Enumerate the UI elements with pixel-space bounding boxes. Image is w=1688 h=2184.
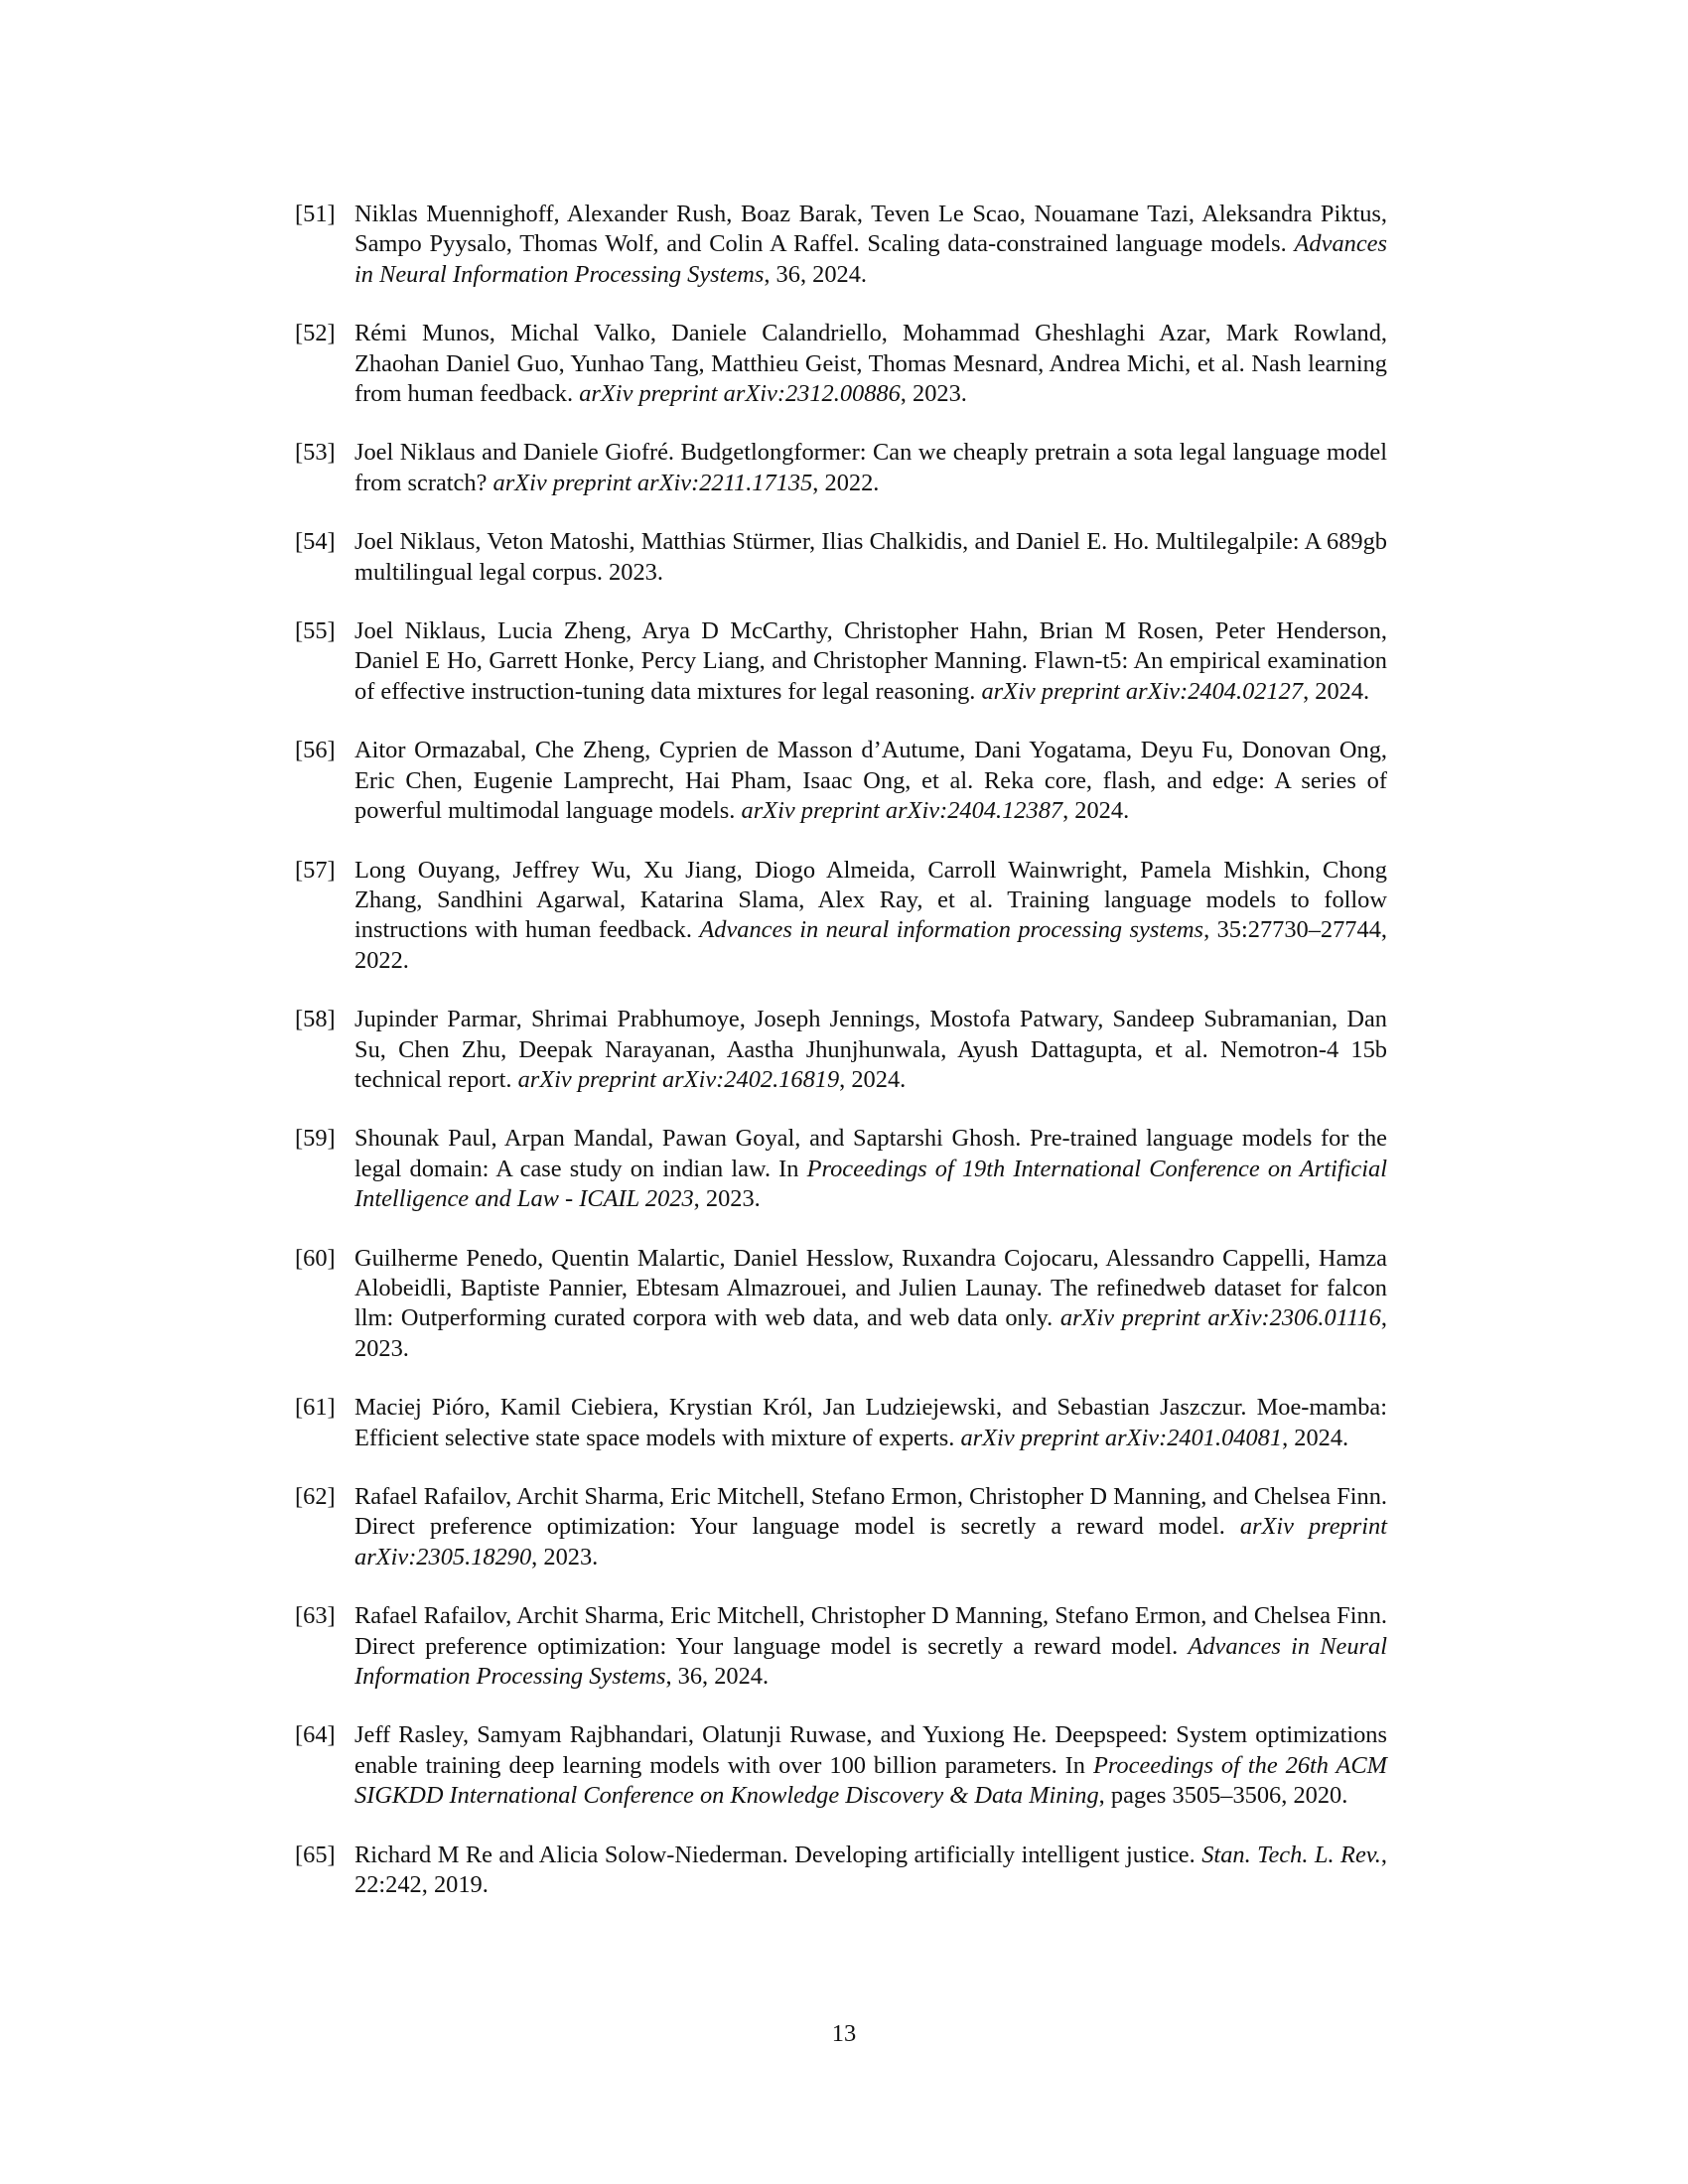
reference-tail: , 2023. (900, 380, 967, 408)
reference-number: [55] (295, 617, 336, 645)
reference-number: [56] (295, 737, 336, 764)
reference-text (354, 1005, 1387, 1095)
reference-body: Guilherme Penedo, Quentin Malartic, Daniel Hesslow, Ruxandra Cojocaru, Alessandro Cappelli, Hamza Alobeidli, Baptiste Pannier, Ebtesam Almazrouei, and Julien Launay. The refinedweb dataset for falcon llm: Outperforming curated corpora with web data, and web data only. (354, 1244, 1387, 1332)
reference-venue: arXiv preprint arXiv:2306.01116 (1059, 1304, 1381, 1332)
reference-text (354, 1244, 1387, 1365)
reference-venue: Proceedings of 19th International Conference on Artificial Intelligence and Law - ICAIL 2023 (354, 1155, 1387, 1213)
reference-text (354, 527, 1387, 588)
reference-number: [62] (295, 1483, 336, 1510)
reference-venue: arXiv preprint arXiv:2404.02127 (981, 677, 1304, 705)
reference-number: [58] (295, 1006, 336, 1033)
reference-number: [64] (295, 1721, 336, 1749)
reference-text (354, 319, 1387, 409)
reference-item (295, 1244, 1387, 1365)
reference-item (295, 1005, 1387, 1095)
reference-item (295, 736, 1387, 826)
reference-venue: arXiv preprint arXiv:2211.17135 (492, 469, 813, 496)
reference-tail: , 2024. (1062, 797, 1130, 825)
reference-number: [60] (295, 1244, 336, 1272)
reference-item (295, 1482, 1387, 1572)
reference-body: Maciej Pióro, Kamil Ciebiera, Krystian Król, Jan Ludziejewski, and Sebastian Jaszczur. Moe-mamba: Efficient selective state space models with mixture of experts. (354, 1394, 1387, 1451)
reference-tail: , 2024. (1303, 677, 1370, 705)
reference-number: [52] (295, 320, 336, 347)
reference-text (354, 1720, 1387, 1811)
reference-venue: Advances in Neural Information Processing Systems (354, 1632, 1387, 1691)
reference-venue: arXiv preprint arXiv:2401.04081 (960, 1424, 1283, 1451)
reference-text (354, 1482, 1387, 1572)
reference-number: [61] (295, 1394, 336, 1422)
reference-venue: arXiv preprint arXiv:2402.16819 (517, 1065, 840, 1093)
reference-text (354, 736, 1387, 826)
reference-venue: Stan. Tech. L. Rev. (1201, 1841, 1381, 1868)
reference-venue: Proceedings of the 26th ACM SIGKDD International Conference on Knowledge Discovery & Data Mining (354, 1751, 1387, 1810)
reference-body: Jeff Rasley, Samyam Rajbhandari, Olatunji Ruwase, and Yuxiong He. Deepspeed: System optimizations enable training deep learning models with over 100 billion parameters. In (354, 1721, 1387, 1779)
reference-venue: arXiv preprint arXiv:2312.00886 (579, 380, 901, 408)
reference-body: Shounak Paul, Arpan Mandal, Pawan Goyal, and Saptarshi Ghosh. Pre-trained language models for the legal domain: A case study on indian law. In (354, 1125, 1387, 1182)
reference-tail: , 36, 2024. (665, 1663, 770, 1691)
reference-text (354, 438, 1387, 498)
reference-item (295, 527, 1387, 588)
reference-body: Long Ouyang, Jeffrey Wu, Xu Jiang, Diogo Almeida, Carroll Wainwright, Pamela Mishkin, Chong Zhang, Sandhini Agarwal, Katarina Slama, Alex Ray, et al. Training language models to follow instructions with human feedback. (354, 856, 1387, 944)
reference-tail: , 36, 2024. (764, 260, 868, 288)
reference-number: [57] (295, 856, 336, 884)
reference-text (354, 1601, 1387, 1692)
reference-number: [59] (295, 1125, 336, 1153)
reference-text (354, 1124, 1387, 1214)
reference-body: Rafael Rafailov, Archit Sharma, Eric Mitchell, Stefano Ermon, Christopher D Manning, and Chelsea Finn. Direct preference optimization: Your language model is secretly a reward model. (354, 1483, 1387, 1541)
reference-item (295, 856, 1387, 977)
reference-body: Rafael Rafailov, Archit Sharma, Eric Mitchell, Christopher D Manning, Stefano Ermon, and Chelsea Finn. Direct preference optimization: Your language model is secretly a reward model. (354, 1602, 1387, 1660)
reference-body: Richard M Re and Alicia Solow-Niederman. Developing artificially intelligent justice. (354, 1841, 1202, 1868)
reference-body: Aitor Ormazabal, Che Zheng, Cyprien de Masson d’Autume, Dani Yogatama, Deyu Fu, Donovan Ong, Eric Chen, Eugenie Lamprecht, Hai Pham, Isaac Ong, et al. Reka core, flash, and edge: A series of powerful multimodal language models. (354, 737, 1387, 825)
reference-item (295, 1601, 1387, 1692)
reference-text (354, 616, 1387, 707)
reference-venue: arXiv preprint arXiv:2305.18290 (354, 1513, 1387, 1570)
reference-body: Niklas Muennighoff, Alexander Rush, Boaz Barak, Teven Le Scao, Nouamane Tazi, Aleksandra Piktus, Sampo Pyysalo, Thomas Wolf, and Colin A Raffel. Scaling data-constrained language models. (354, 201, 1387, 258)
reference-venue: arXiv preprint arXiv:2404.12387 (741, 797, 1063, 825)
reference-tail: , 35:27730–27744, 2022. (354, 916, 1387, 974)
reference-body: Jupinder Parmar, Shrimai Prabhumoye, Joseph Jennings, Mostofa Patwary, Sandeep Subramanian, Dan Su, Chen Zhu, Deepak Narayanan, Aastha Jhunjhunwala, Ayush Dattagupta, et al. Nemotron-4 15b technical report. (354, 1006, 1387, 1093)
reference-item (295, 616, 1387, 707)
reference-tail: , 22:242, 2019. (354, 1841, 1387, 1899)
reference-text (354, 200, 1387, 290)
reference-text (354, 1393, 1387, 1453)
reference-tail: , 2023. (693, 1185, 761, 1213)
reference-item (295, 1720, 1387, 1811)
reference-tail: , 2024. (839, 1065, 907, 1093)
reference-body: Joel Niklaus, Lucia Zheng, Arya D McCarthy, Christopher Hahn, Brian M Rosen, Peter Henderson, Daniel E Ho, Garrett Honke, Percy Liang, and Christopher Manning. Flawn-t5: An empirical examination of effective instruction-tuning data mixtures for legal reasoning. (354, 617, 1387, 705)
reference-number: [54] (295, 528, 336, 556)
reference-tail: , 2022. (812, 469, 880, 496)
reference-tail: , 2023. (354, 1304, 1387, 1362)
reference-tail: , pages 3505–3506, 2020. (1098, 1782, 1348, 1810)
reference-body: Joel Niklaus, Veton Matoshi, Matthias Stürmer, Ilias Chalkidis, and Daniel E. Ho. Multilegalpile: A 689gb multilingual legal corpus. 2023. (354, 528, 1387, 586)
reference-tail: , 2024. (1282, 1424, 1349, 1451)
reference-item (295, 1841, 1387, 1901)
reference-body: Rémi Munos, Michal Valko, Daniele Calandriello, Mohammad Gheshlaghi Azar, Mark Rowland, Zhaohan Daniel Guo, Yunhao Tang, Matthieu Geist, Thomas Mesnard, Andrea Michi, et al. Nash learning from human feedback. (354, 320, 1387, 408)
reference-number: [51] (295, 201, 336, 227)
reference-venue: Advances in Neural Information Processing Systems (354, 230, 1387, 288)
page-number: 13 (831, 2020, 857, 2047)
reference-item (295, 200, 1387, 290)
reference-number: [63] (295, 1602, 336, 1630)
reference-venue: Advances in neural information processing systems (699, 916, 1204, 944)
reference-text (354, 856, 1387, 977)
reference-number: [53] (295, 439, 336, 467)
reference-text (354, 1841, 1387, 1901)
reference-body: Joel Niklaus and Daniele Giofré. Budgetlongformer: Can we cheaply pretrain a sota legal language model from scratch? (354, 439, 1387, 496)
reference-list (295, 200, 1387, 1929)
reference-tail: , 2023. (531, 1543, 599, 1570)
reference-item (295, 1124, 1387, 1214)
reference-item (295, 1393, 1387, 1453)
reference-number: [65] (295, 1841, 336, 1868)
reference-item (295, 438, 1387, 498)
reference-item (295, 319, 1387, 409)
